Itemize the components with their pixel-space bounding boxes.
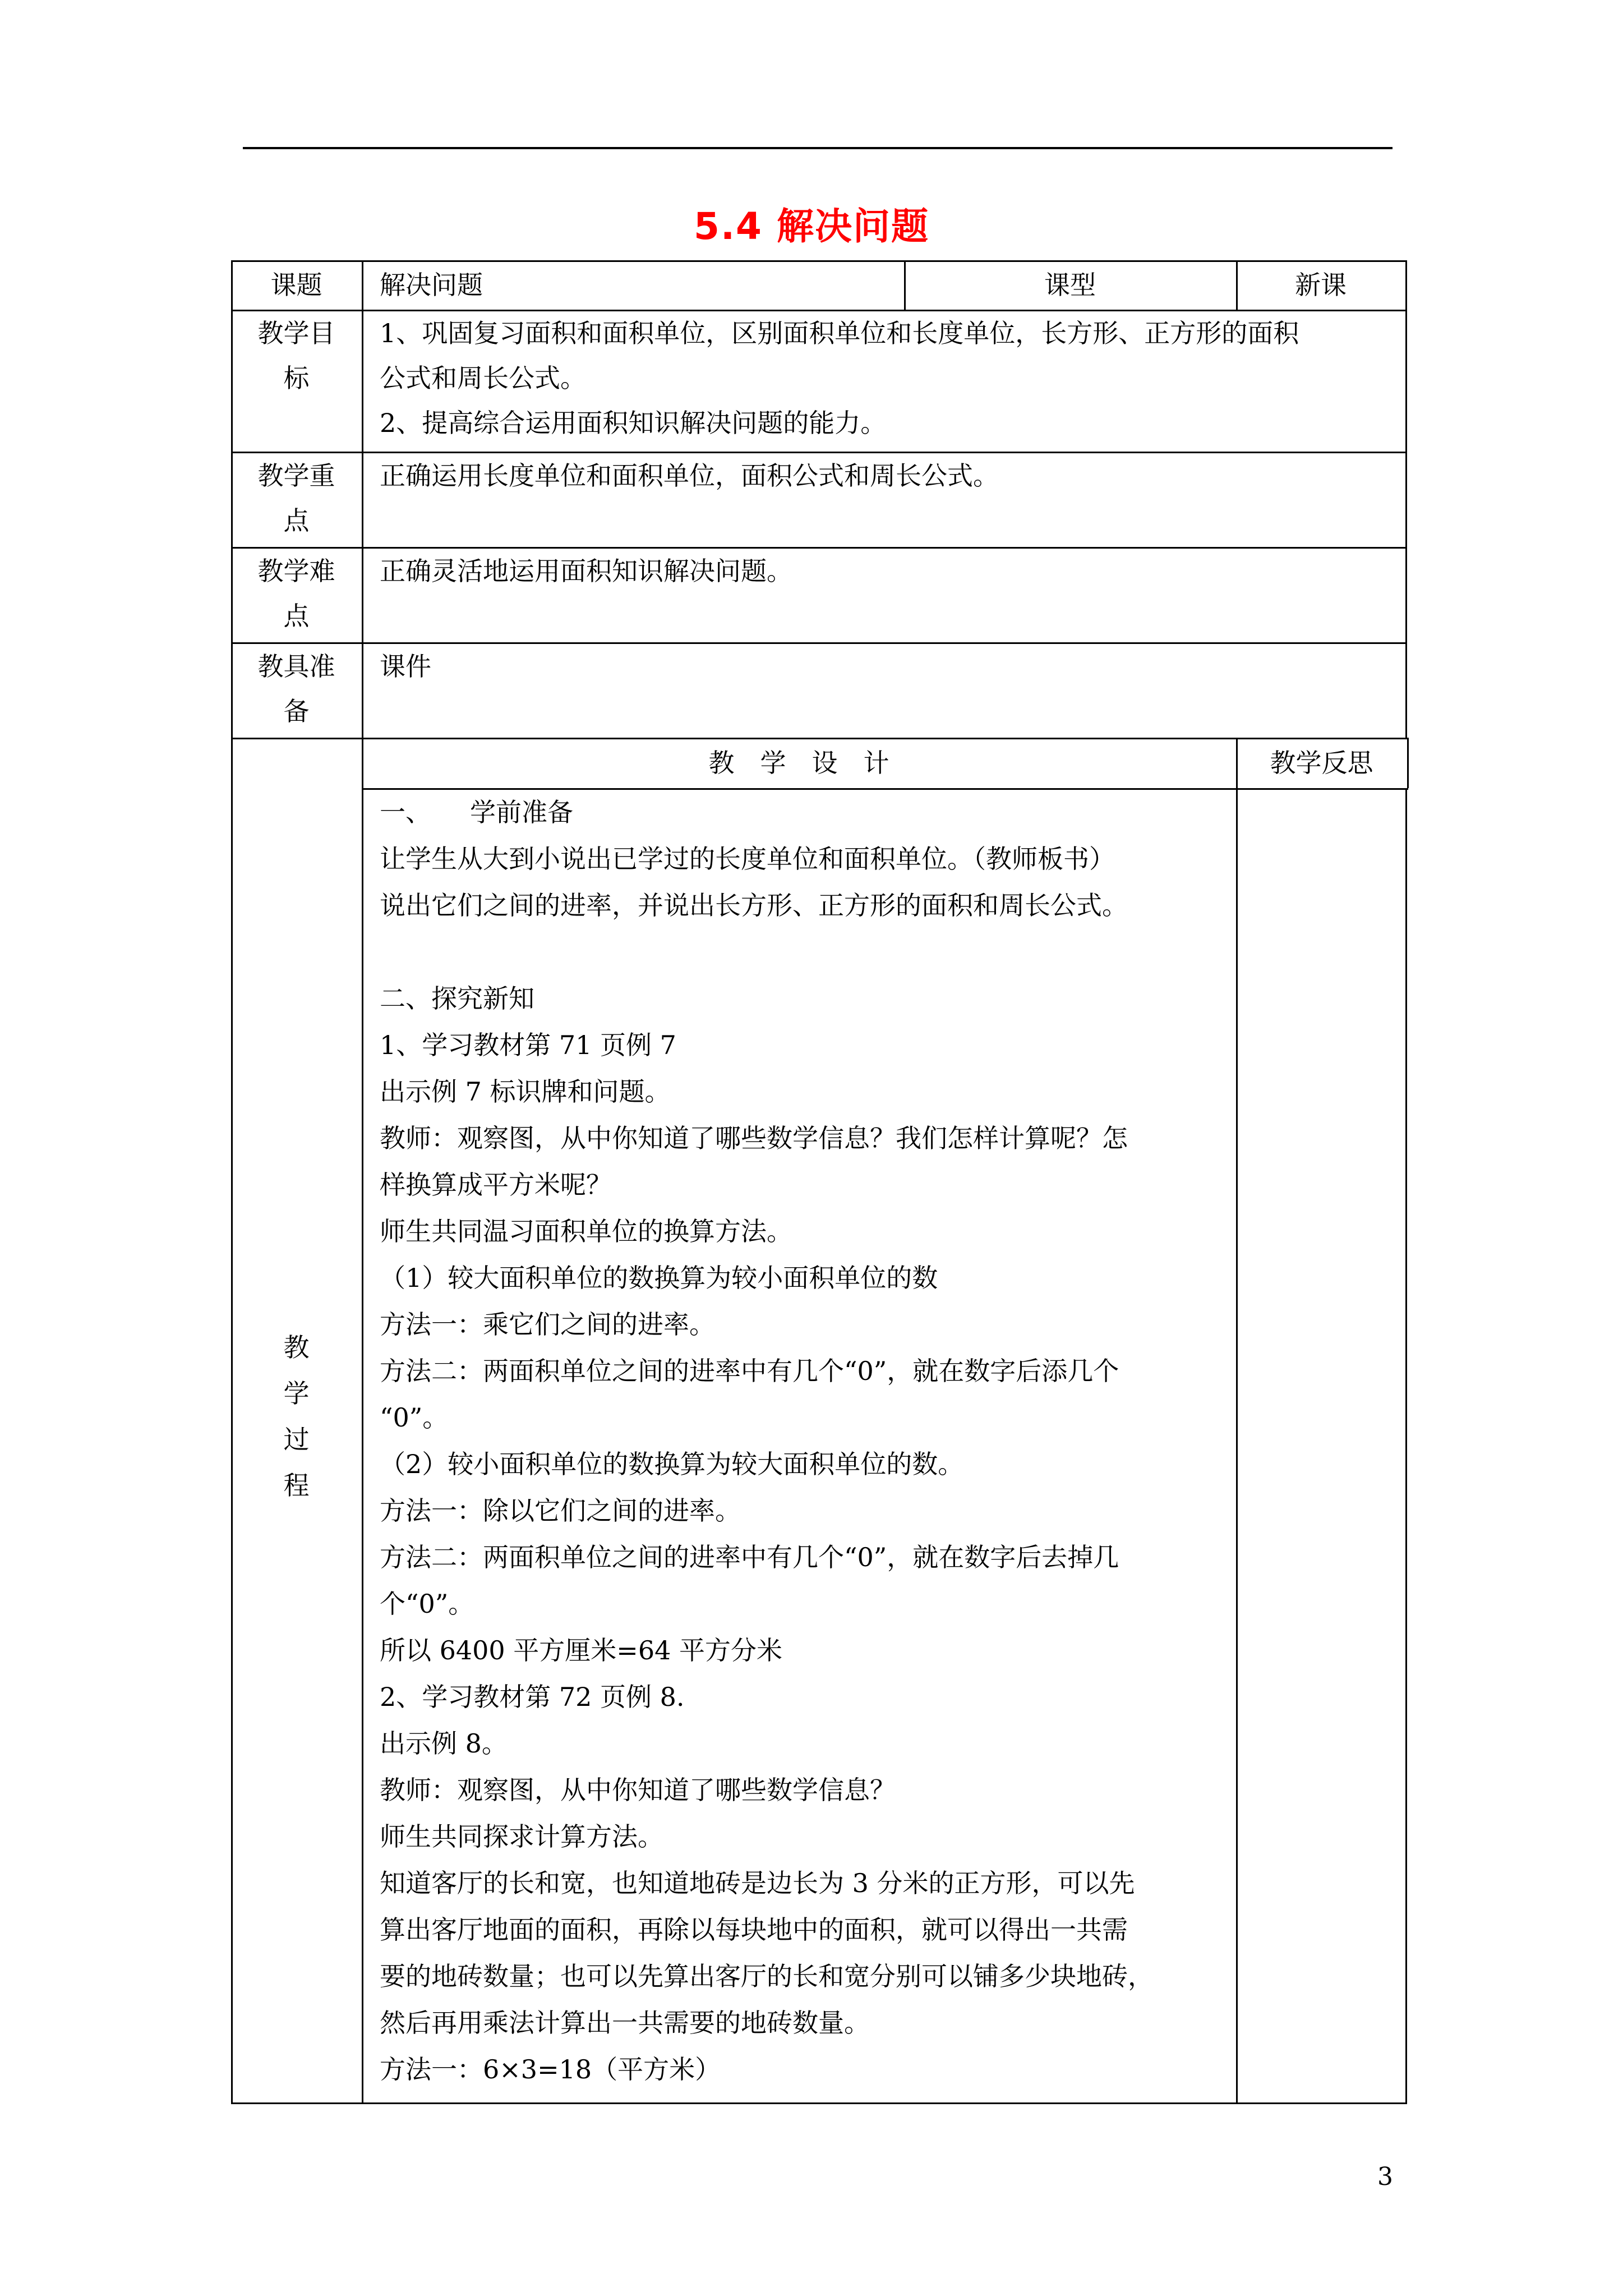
- process-line: （1）较大面积单位的数换算为较小面积单位的数: [380, 1263, 938, 1293]
- process-label-1: 教: [283, 1332, 310, 1363]
- process-line: 方法二：两面积单位之间的进率中有几个“0”，就在数字后去掉几: [380, 1542, 1119, 1572]
- goals-label-line1: 教学目: [257, 318, 335, 348]
- tools-label-line2: 备: [283, 696, 310, 726]
- difficulty-label-line2: 点: [283, 601, 310, 631]
- process-line: 说出它们之间的进率，并说出长方形、正方形的面积和周长公式。: [380, 890, 1128, 921]
- tools-label-line1: 教具准: [257, 651, 335, 682]
- process-line: 方法一：乘它们之间的进率。: [380, 1309, 715, 1340]
- key-label-line1: 教学重: [257, 461, 335, 491]
- process-label-3: 过: [283, 1424, 310, 1455]
- goals-label-line2: 标: [283, 363, 310, 393]
- table-border-right: [1405, 260, 1407, 738]
- process-line: 方法一：除以它们之间的进率。: [380, 1496, 741, 1526]
- process-line: 出示例 7 标识牌和问题。: [380, 1076, 671, 1107]
- process-line: 样换算成平方米呢？: [380, 1170, 612, 1200]
- difficulty-text: 正确灵活地运用面积知识解决问题。: [380, 556, 792, 586]
- design-header: 教 学 设 计: [708, 748, 889, 778]
- process-line: （2）较小面积单位的数换算为较大面积单位的数。: [380, 1449, 964, 1479]
- goals-line-2: 公式和周长公式。: [380, 363, 586, 393]
- table-border-right-header: [1407, 738, 1409, 788]
- reflection-header: 教学反思: [1270, 748, 1373, 778]
- table-border-bottom-visible: [231, 2102, 1407, 2104]
- reflection-column-divider: [1236, 738, 1238, 2102]
- process-line: 1、学习教材第 71 页例 7: [380, 1030, 676, 1060]
- label-column-divider: [362, 260, 363, 2102]
- difficulty-label-line1: 教学难: [257, 556, 335, 586]
- process-line: 教师：观察图，从中你知道了哪些数学信息？我们怎样计算呢？怎: [380, 1123, 1128, 1153]
- process-line: 然后再用乘法计算出一共需要的地砖数量。: [380, 2008, 870, 2038]
- process-line: 所以 6400 平方厘米=64 平方分米: [380, 1635, 783, 1665]
- goals-line-1: 1、巩固复习面积和面积单位，区别面积单位和长度单位，长方形、正方形的面积: [380, 318, 1299, 348]
- key-label-line2: 点: [283, 505, 310, 536]
- process-label-2: 学: [283, 1378, 310, 1409]
- process-line: 一、 学前准备: [380, 797, 573, 827]
- lesson-type-label: 课型: [1044, 270, 1096, 300]
- process-line: 算出客厅地面的面积，再除以每块地中的面积，就可以得出一共需: [380, 1915, 1128, 1945]
- process-line: 让学生从大到小说出已学过的长度单位和面积单位。（教师板书）: [380, 844, 1115, 874]
- page-number: 3: [1377, 2162, 1393, 2191]
- process-label-4: 程: [283, 1470, 310, 1501]
- subject-value: 解决问题: [380, 270, 483, 300]
- goals-line-3: 2、提高综合运用面积知识解决问题的能力。: [380, 408, 887, 438]
- process-line: 方法一：6×3=18（平方米）: [380, 2054, 721, 2085]
- process-line: 师生共同温习面积单位的换算方法。: [380, 1216, 792, 1246]
- lesson-type-value: 新课: [1295, 270, 1347, 300]
- process-line: 个“0”。: [380, 1589, 474, 1619]
- key-text: 正确运用长度单位和面积单位，面积公式和周长公式。: [380, 461, 999, 491]
- process-line: 师生共同探求计算方法。: [380, 1821, 663, 1852]
- process-line: 二、探究新知: [380, 983, 534, 1014]
- process-line: “0”。: [380, 1402, 449, 1433]
- process-line: 2、学习教材第 72 页例 8.: [380, 1682, 685, 1712]
- process-line: 要的地砖数量；也可以先算出客厅的长和宽分别可以铺多少块地砖，: [380, 1961, 1154, 1991]
- process-line: 方法二：两面积单位之间的进率中有几个“0”，就在数字后添几个: [380, 1356, 1119, 1386]
- process-line: 教师：观察图，从中你知道了哪些数学信息？: [380, 1775, 896, 1805]
- document-title: 5.4 解决问题: [694, 205, 929, 248]
- process-line: 出示例 8。: [380, 1728, 508, 1759]
- process-line: 知道客厅的长和宽，也知道地砖是边长为 3 分米的正方形，可以先: [380, 1868, 1135, 1898]
- subject-label: 课题: [270, 270, 322, 300]
- design-header-divider: [362, 788, 1408, 790]
- table-border-right-body: [1405, 788, 1407, 2102]
- tools-text: 课件: [380, 651, 431, 682]
